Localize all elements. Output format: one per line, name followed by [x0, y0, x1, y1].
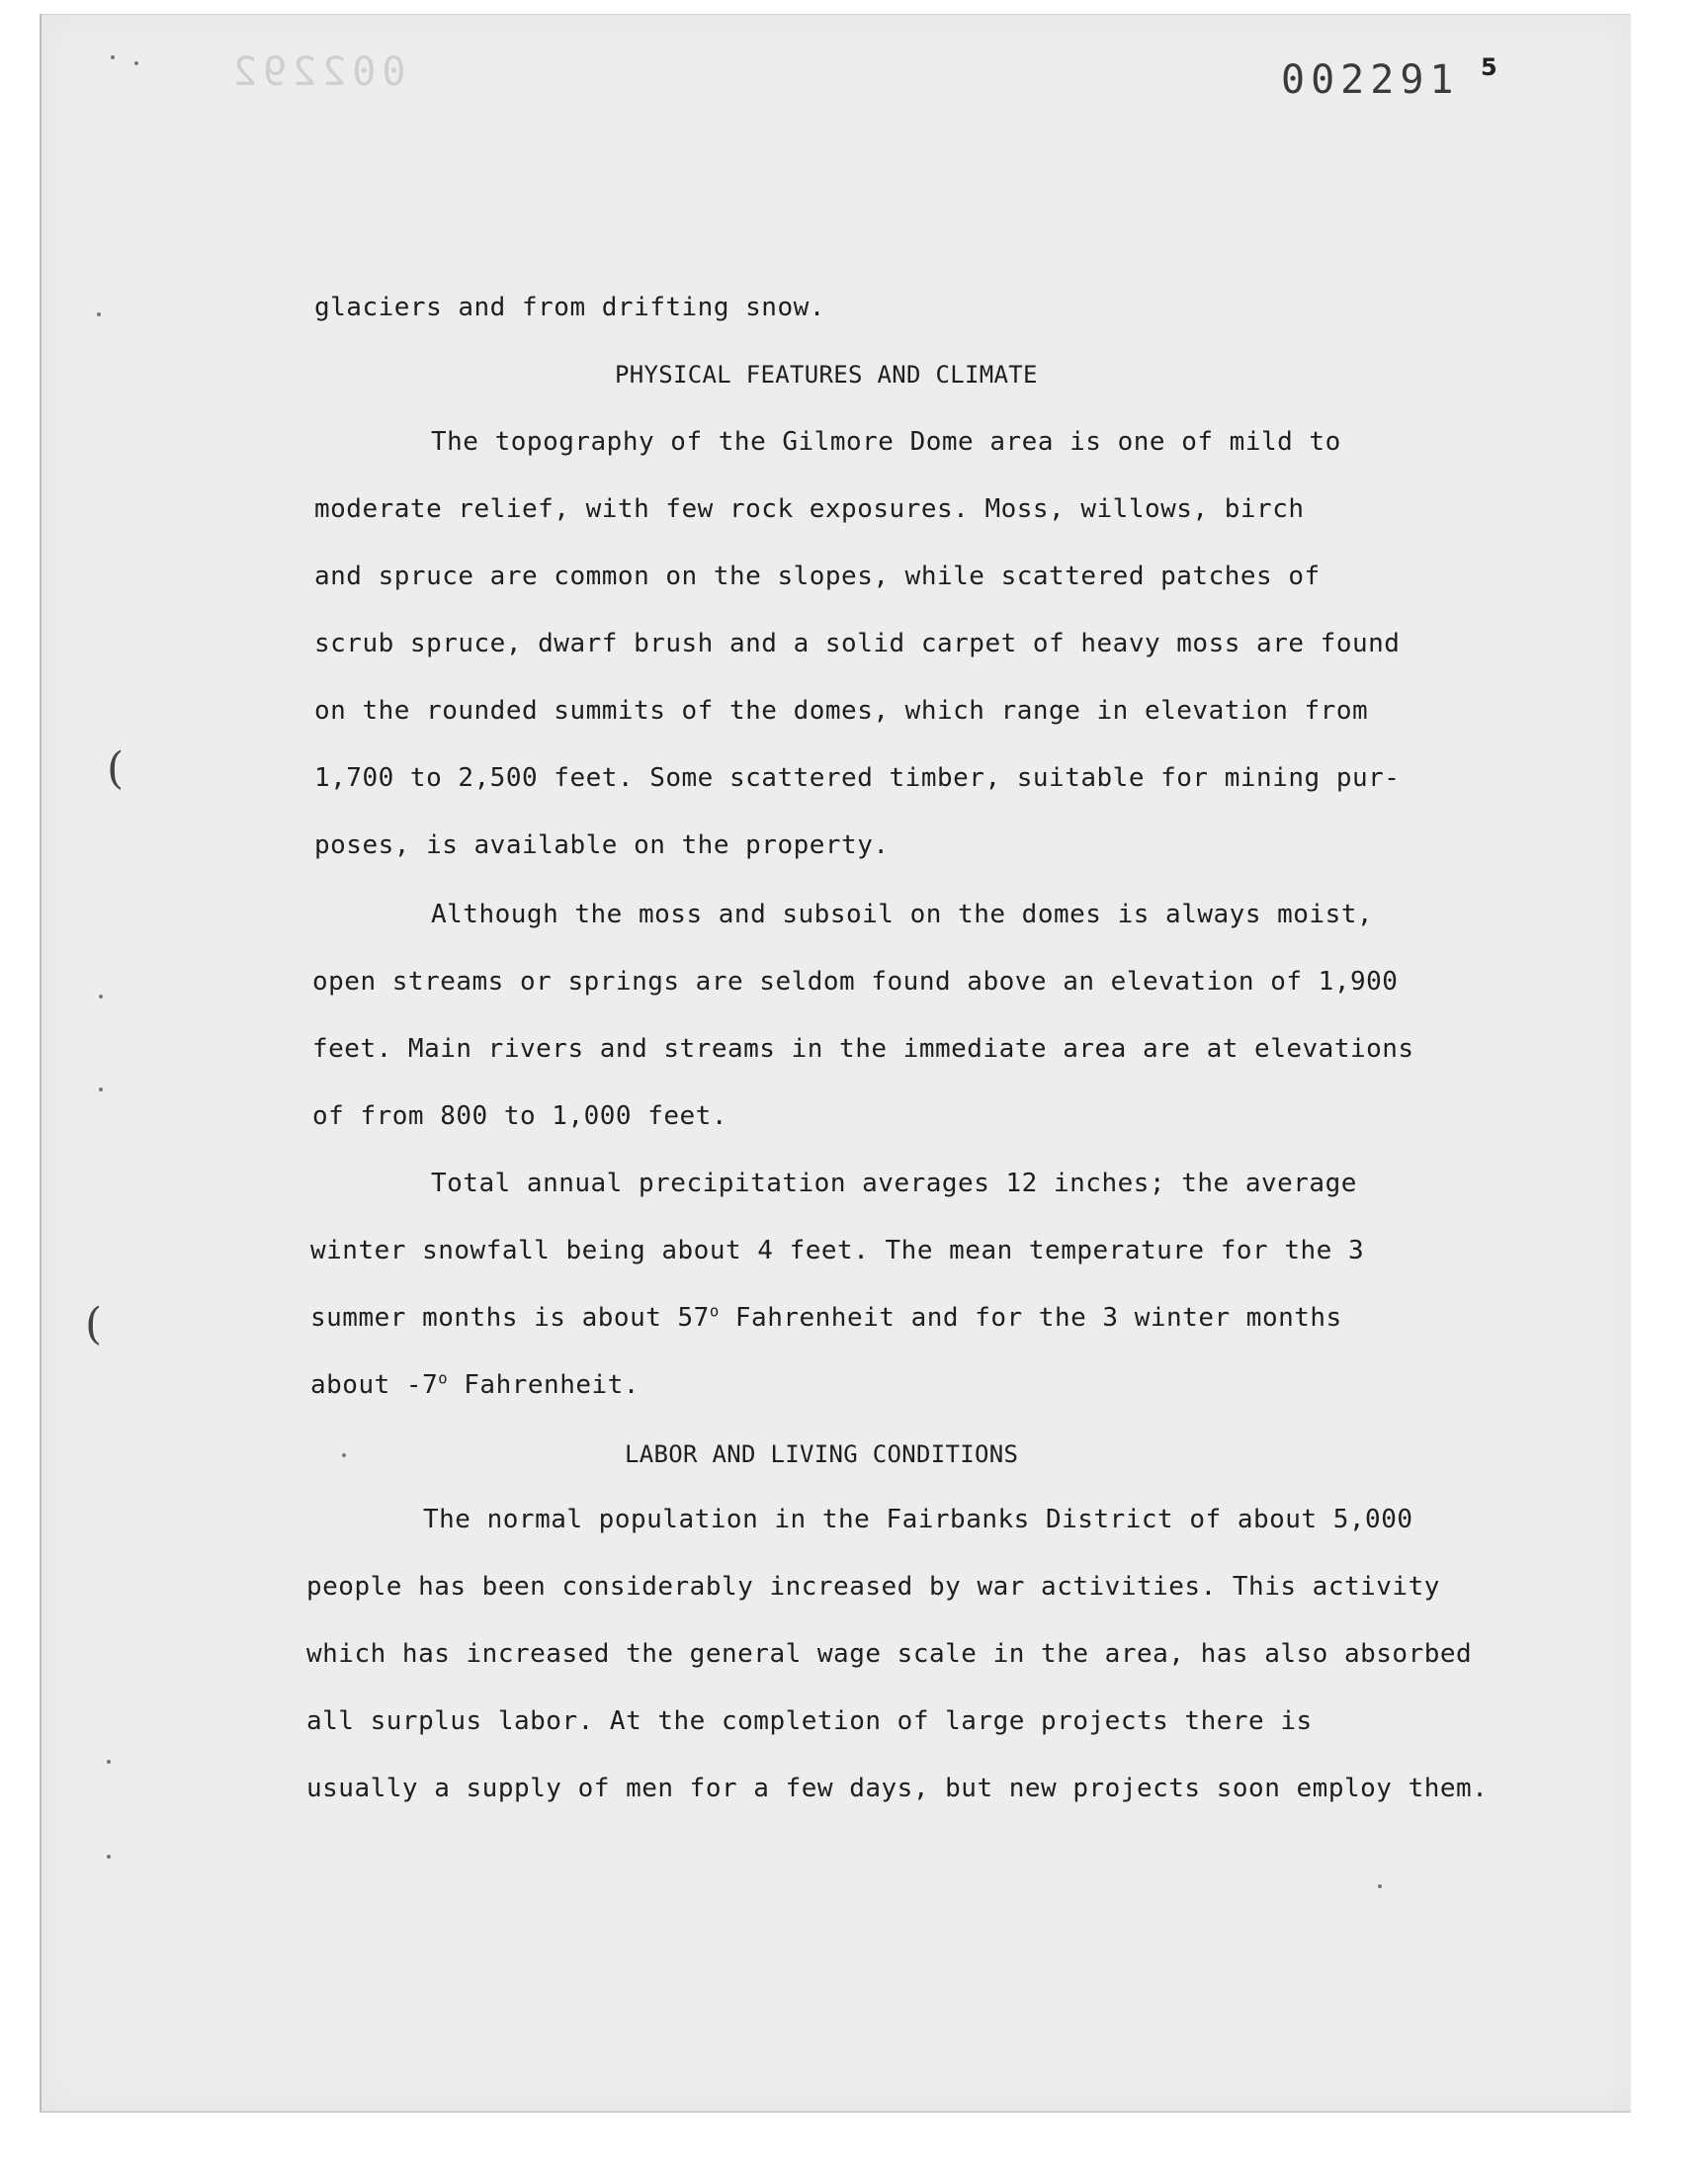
document-number: 002291: [1281, 57, 1460, 103]
margin-mark: (: [85, 1299, 103, 1349]
section-heading: PHYSICAL FEATURES AND CLIMATE: [615, 361, 1038, 389]
text-line: open streams or springs are seldom found above an elevation of 1,900: [312, 967, 1399, 997]
text-line: [310, 1370, 640, 1400]
text-line: moderate relief, with few rock exposures. Moss, willows, birch: [314, 494, 1305, 524]
text-line: all surplus labor. At the completion of large projects there is: [306, 1706, 1313, 1736]
text-line: The normal population in the Fairbanks District of about 5,000: [423, 1505, 1413, 1534]
text-line: [310, 1303, 1342, 1333]
speck: [1378, 1884, 1382, 1888]
text-line: poses, is available on the property.: [314, 830, 890, 860]
text-segment: summer months is about 57: [310, 1303, 710, 1333]
text-line: feet. Main rivers and streams in the immediate area are at elevations: [312, 1034, 1414, 1064]
degree-mark: o: [438, 1369, 449, 1388]
text-line: usually a supply of men for a few days, but new projects soon employ them.: [306, 1774, 1489, 1803]
text-segment: Fahrenheit.: [448, 1370, 640, 1400]
show-through-number: 002292: [227, 49, 406, 95]
degree-mark: o: [709, 1302, 720, 1321]
text-line: which has increased the general wage scale in the area, has also absorbed: [306, 1639, 1473, 1669]
speck: [99, 995, 103, 999]
page-number: 5: [1481, 53, 1498, 81]
text-line: 1,700 to 2,500 feet. Some scattered timber, suitable for mining pur-: [314, 763, 1401, 793]
speck: [107, 1855, 111, 1859]
text-line: scrub spruce, dwarf brush and a solid carpet of heavy moss are found: [314, 629, 1401, 658]
text-line: and spruce are common on the slopes, while scattered patches of: [314, 562, 1321, 591]
text-line: Although the moss and subsoil on the domes is always moist,: [431, 900, 1374, 929]
text-line: Total annual precipitation averages 12 inches; the average: [431, 1169, 1357, 1198]
text-line: winter snowfall being about 4 feet. The mean temperature for the 3: [310, 1236, 1365, 1265]
text-line: on the rounded summits of the domes, which range in elevation from: [314, 696, 1369, 726]
text-line: of from 800 to 1,000 feet.: [312, 1101, 727, 1131]
text-segment: about -7: [310, 1370, 439, 1400]
speck: [111, 55, 115, 59]
speck: [342, 1453, 346, 1457]
speck: [97, 312, 101, 316]
speck: [99, 1088, 103, 1091]
text-line: people has been considerably increased by war activities. This activity: [306, 1572, 1440, 1602]
text-segment: Fahrenheit and for the 3 winter months: [719, 1303, 1342, 1333]
section-heading: LABOR AND LIVING CONDITIONS: [625, 1440, 1019, 1468]
text-line: The topography of the Gilmore Dome area is one of mild to: [431, 427, 1341, 457]
speck: [107, 1760, 111, 1764]
speck: [134, 61, 138, 65]
text-line: glaciers and from drifting snow.: [314, 293, 825, 322]
margin-mark: (: [107, 743, 125, 794]
